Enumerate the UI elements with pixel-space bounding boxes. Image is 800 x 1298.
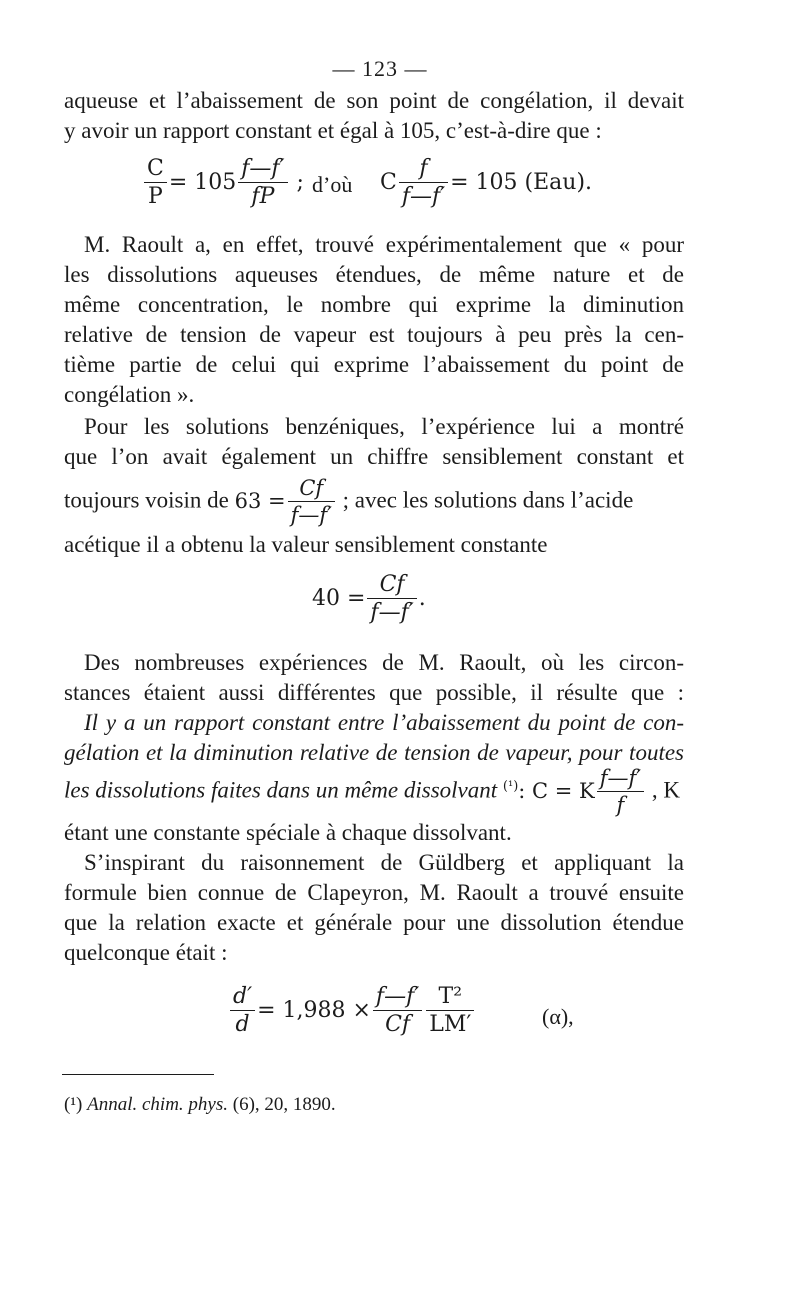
text-line: Des nombreuses expériences de M. Raoult, où les circon- — [84, 650, 684, 675]
footnote — [64, 1094, 336, 1116]
fraction-numerator: T² — [426, 986, 474, 1011]
text-line: tième partie de celui qui exprime l’abaissement du point de — [64, 352, 684, 377]
equation-law — [502, 766, 646, 817]
equation-lhs: 63 = — [234, 488, 286, 513]
fraction-denominator: P — [148, 184, 163, 209]
equation-alpha — [228, 986, 476, 1036]
text-line: relative de tension de vapeur est toujours à peu près la cen- — [64, 322, 684, 347]
text-segment: ; avec les solutions dans l’acide — [342, 487, 634, 513]
fraction-numerator: C — [144, 158, 167, 183]
text-line: que la relation exacte et générale pour une dissolution étendue — [64, 910, 684, 935]
fraction-denominator: d — [235, 1012, 250, 1037]
equation-coefficient: = 1,988 × — [257, 998, 371, 1023]
text-line: M. Raoult a, en effet, trouvé expérimentalement que « pour — [84, 232, 684, 257]
equation-constant-63 — [234, 476, 337, 527]
fraction-numerator: f—f′ — [373, 986, 422, 1011]
page-number: — 123 — — [332, 56, 428, 81]
fraction-numerator: Cf — [288, 478, 335, 502]
text-line-italic: gélation et la diminution relative de tension de vapeur, pour toutes — [64, 740, 684, 765]
fraction-numerator: f—f′ — [597, 768, 644, 792]
footnote-mark: (¹) — [64, 1094, 83, 1115]
footnote-details: (6), 20, 1890. — [232, 1094, 336, 1115]
footnote-source: Annal. chim. phys. — [87, 1094, 229, 1115]
fraction-denominator: f—f′ — [290, 503, 332, 527]
text-line: quelconque était : — [64, 940, 228, 965]
text-line: stances étaient aussi différentes que possible, il résulte que : — [64, 680, 684, 705]
equation-end: . — [418, 586, 426, 611]
text-line: S’inspirant du raisonnement de Güldberg et appliquant la — [84, 850, 684, 875]
equation-lhs: 40 = — [312, 586, 366, 611]
text-line: acétique il a obtenu la valeur sensiblement constante — [64, 532, 548, 557]
text-line-with-equation — [64, 768, 684, 816]
equation-constant-40 — [312, 574, 426, 624]
text-line: étant une constante spéciale à chaque dissolvant. — [64, 820, 512, 845]
fraction-numerator: f—f′ — [238, 158, 287, 183]
fraction-denominator: Cf — [385, 1012, 411, 1037]
fraction-denominator: f—f′ — [401, 184, 446, 209]
fraction-numerator: f — [399, 158, 448, 183]
equation-coefficient: = 105 — [168, 170, 237, 195]
text-line-italic: Il y a un rapport constant entre l’abaissement du point de con- — [84, 710, 684, 735]
equation-lhs: : C = K — [518, 778, 595, 803]
footnote-divider — [62, 1074, 214, 1075]
fraction-numerator: d′ — [230, 986, 255, 1011]
text-line: congélation ». — [64, 382, 195, 407]
text-line: formule bien connue de Clapeyron, M. Raoult a trouvé ensuite — [64, 880, 684, 905]
text-line: que l’on avait également un chiffre sensiblement constant et — [64, 444, 684, 469]
fraction-numerator: Cf — [367, 574, 416, 599]
text-line: y avoir un rapport constant et égal à 105, c’est-à-dire que : — [64, 118, 602, 143]
text-segment: , K — [651, 777, 680, 803]
text-line: aqueuse et l’abaissement de son point de congélation, il devait — [64, 88, 684, 113]
text-line: les dissolutions aqueuses étendues, de même nature et de — [64, 262, 684, 287]
fraction-denominator: fP — [251, 184, 275, 209]
equation-symbol: C — [380, 170, 397, 195]
footnote-ref: (¹) — [502, 778, 519, 794]
equation-separator: ; — [296, 170, 304, 195]
text-line: même concentration, le nombre qui exprime la diminution — [64, 292, 684, 317]
text-segment: toujours voisin de — [64, 487, 229, 513]
equation-ratio — [142, 158, 304, 208]
equation-tag: (α), — [542, 1004, 574, 1029]
text-segment: les dissolutions faites dans un même dissolvant — [64, 777, 498, 803]
text-dou: d’où — [312, 172, 353, 197]
equation-value: = 105 (Eau). — [450, 170, 593, 195]
equation-water — [380, 158, 592, 208]
fraction-denominator: LM′ — [429, 1012, 472, 1037]
fraction-denominator: f — [616, 793, 625, 817]
text-line: Pour les solutions benzéniques, l’expérience lui a montré — [84, 414, 684, 439]
text-line-with-equation — [64, 478, 684, 526]
fraction-denominator: f—f′ — [370, 600, 414, 625]
